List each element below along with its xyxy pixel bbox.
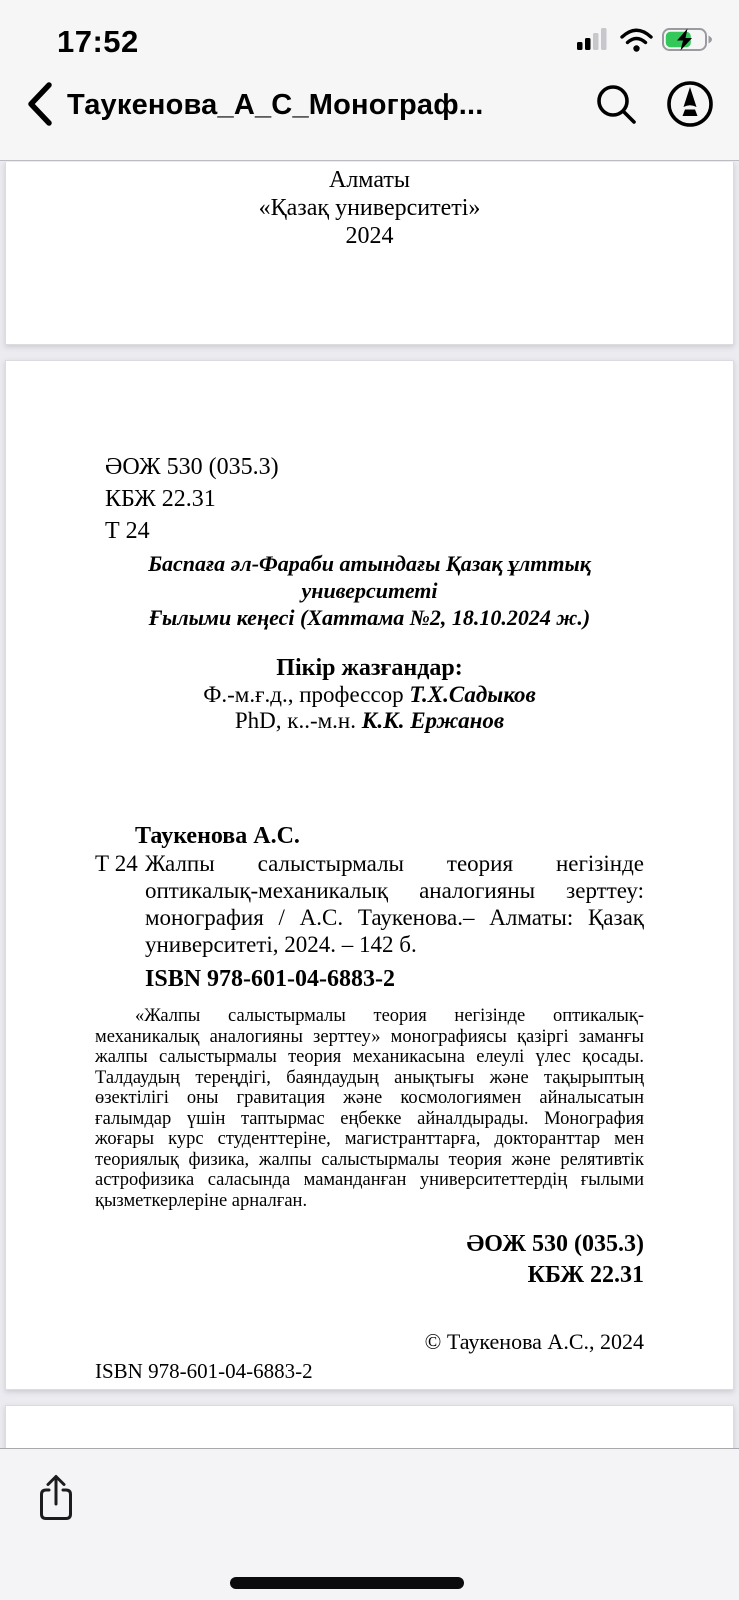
battery-charging-icon	[662, 27, 713, 57]
catalog-entry-text: Жалпы салыстырмалы теория негізінде оптикалық-механикалық аналогияны зерттеу: монография / А.С. Таукенова.– Алматы: Қазақ университеті, 2024. – 142 б.	[145, 851, 644, 957]
chevron-left-icon	[26, 81, 53, 130]
reviewer-name: К.К. Ержанов	[361, 708, 505, 733]
reviewer-line: PhD, к..-м.н. К.К. Ержанов	[234, 708, 505, 733]
isbn-bottom-line: ISBN 978-601-04-6883-2	[95, 1359, 313, 1383]
approval-note: Баспаға әл-Фараби атындағы Қазақ ұлттық университеті Ғылыми кеңесі (Хаттама №2, 18.10.2024 ж.)	[148, 551, 591, 630]
share-button[interactable]	[36, 1473, 76, 1526]
imprint-page	[5, 360, 734, 1390]
bottom-toolbar	[0, 1448, 739, 1600]
back-button[interactable]	[24, 81, 67, 130]
annotation-text: «Жалпы салыстырмалы теория негізінде оптикалық-механикалық аналогияны зерттеу» монографиясы қазіргі заманғы жалпы салыстырмалы теория механикасына елеулі үлес қосады. Талдаудың тереңдігі, баяндаудың анықтығы және тақырыптың өзектілігі оны гравитация және космологиямен айналысатын ғалымдар үшін таптырмас еңбекке айналдырады. Монография жоғары курс студенттеріне, магистранттарға, докторанттар мен теориялық физика, жалпы салыстырмалы теория және релятивтік астрофизика саласында маманданған университеттердің ғылыми қызметкерлеріне арналған.	[95, 1006, 644, 1211]
home-indicator[interactable]	[230, 1577, 464, 1589]
title-page-bottom	[5, 162, 734, 345]
share-icon	[36, 1511, 76, 1526]
cellular-signal-icon	[577, 28, 611, 56]
next-page-edge	[5, 1405, 734, 1448]
header	[0, 0, 739, 161]
status-icons	[577, 27, 713, 57]
publish-year: 2024	[345, 223, 394, 249]
search-button[interactable]	[593, 81, 639, 130]
udc-block-right: ӘОЖ 530 (035.3) КБЖ 22.31	[466, 1231, 644, 1288]
udc-line: ӘОЖ 530 (035.3)	[105, 454, 279, 480]
reviewer-name: Т.Х.Садыков	[409, 682, 536, 707]
nav-bar	[0, 62, 739, 154]
reviewer-line: Ф.-м.ғ.д., профессор Т.Х.Садыков	[203, 682, 536, 707]
reviewers-heading: Пікір жазғандар:	[276, 655, 463, 681]
search-icon	[593, 81, 639, 130]
isbn-number: ISBN 978-601-04-6883-2	[145, 966, 395, 992]
status-time: 17:52	[57, 24, 139, 59]
markup-button[interactable]	[665, 79, 715, 132]
publisher-city: Алматы	[329, 167, 410, 193]
document-title: Таукенова_А_С_Монограф...	[67, 88, 484, 121]
author-sign-line: Т 24	[105, 518, 150, 544]
author-name: Таукенова А.С.	[135, 823, 300, 849]
udc-block	[105, 451, 644, 547]
publisher-name: «Қазақ университеті»	[258, 195, 481, 221]
catalog-entry-code: Т 24	[95, 851, 138, 876]
wifi-icon	[620, 28, 653, 57]
copyright-line: © Таукенова А.С., 2024	[424, 1329, 644, 1354]
status-bar	[0, 0, 739, 62]
document-scroll-area[interactable]	[0, 162, 739, 1448]
markup-pen-icon	[665, 79, 715, 132]
catalog-entry	[95, 850, 644, 958]
lbc-line: КБЖ 22.31	[105, 486, 216, 512]
